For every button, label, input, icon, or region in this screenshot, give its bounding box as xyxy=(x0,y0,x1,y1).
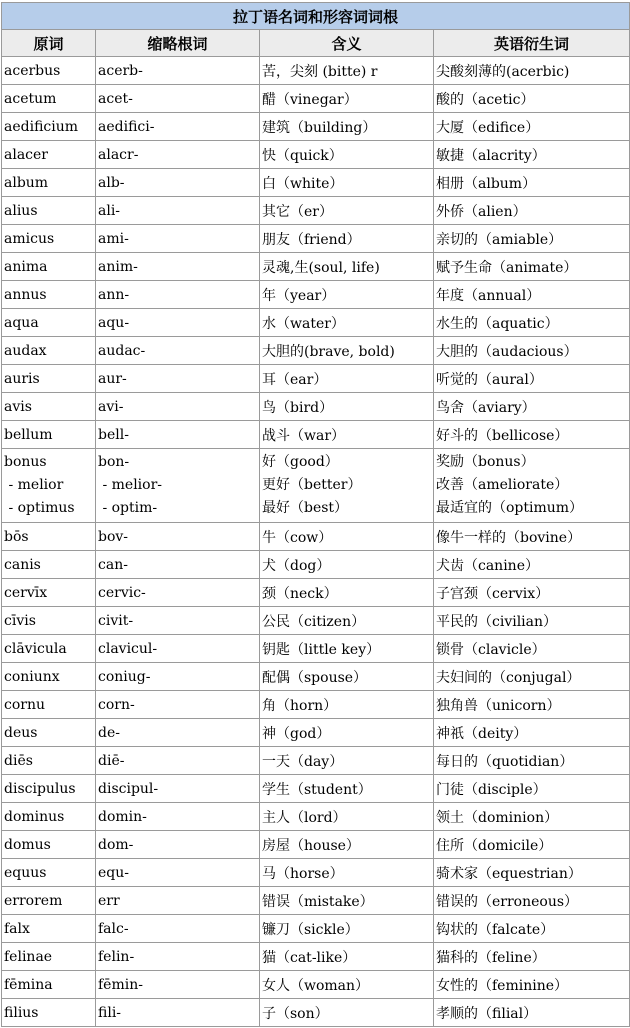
cell-root: cervic- xyxy=(96,579,260,607)
table-row xyxy=(2,803,630,831)
table-row xyxy=(2,309,630,337)
cell-original-word: filius xyxy=(2,999,96,1027)
cell-english-derivative: 骑术家（equestrian） xyxy=(434,859,630,887)
cell-english-derivative: 像牛一样的（bovine） xyxy=(434,523,630,551)
cell-original-word: dominus xyxy=(2,803,96,831)
cell-meaning: 犬（dog） xyxy=(260,551,434,579)
table-row xyxy=(2,859,630,887)
cell-meaning: 牛（cow） xyxy=(260,523,434,551)
cell-root: audac- xyxy=(96,337,260,365)
cell-original-word: cervīx xyxy=(2,579,96,607)
cell-original-word: auris xyxy=(2,365,96,393)
cell-original-word: clāvicula xyxy=(2,635,96,663)
table-row xyxy=(2,719,630,747)
cell-meaning: 房屋（house） xyxy=(260,831,434,859)
table-row xyxy=(2,197,630,225)
table-row xyxy=(2,113,630,141)
cell-meaning: 神（god） xyxy=(260,719,434,747)
latin-roots-table xyxy=(1,2,630,1027)
cell-root: bov- xyxy=(96,523,260,551)
cell-root: err xyxy=(96,887,260,915)
cell-meaning: 子（son） xyxy=(260,999,434,1027)
table-row xyxy=(2,635,630,663)
cell-root: fēmin- xyxy=(96,971,260,999)
cell-original-word: domus xyxy=(2,831,96,859)
cell-english-derivative: 子宫颈（cervix） xyxy=(434,579,630,607)
cell-meaning: 大胆的(brave, bold) xyxy=(260,337,434,365)
cell-original-word: cīvis xyxy=(2,607,96,635)
table-row xyxy=(2,831,630,859)
table-row xyxy=(2,579,630,607)
header-root: 缩略根词 xyxy=(96,30,260,57)
cell-root: domin- xyxy=(96,803,260,831)
cell-meaning: 颈（neck） xyxy=(260,579,434,607)
cell-meaning: 女人（woman） xyxy=(260,971,434,999)
cell-original-word: annus xyxy=(2,281,96,309)
table-row xyxy=(2,999,630,1027)
cell-original-word: amicus xyxy=(2,225,96,253)
cell-original-word: bonus - melior - optimus xyxy=(2,449,96,523)
cell-original-word: bellum xyxy=(2,421,96,449)
table-row xyxy=(2,887,630,915)
cell-original-word: falx xyxy=(2,915,96,943)
table-row xyxy=(2,523,630,551)
cell-root: equ- xyxy=(96,859,260,887)
header-original-word: 原词 xyxy=(2,30,96,57)
cell-original-word: coniunx xyxy=(2,663,96,691)
cell-root: acet- xyxy=(96,85,260,113)
cell-original-word: equus xyxy=(2,859,96,887)
cell-original-word: errorem xyxy=(2,887,96,915)
cell-meaning: 配偶（spouse） xyxy=(260,663,434,691)
cell-original-word: alius xyxy=(2,197,96,225)
cell-english-derivative: 门徒（disciple） xyxy=(434,775,630,803)
cell-original-word: bōs xyxy=(2,523,96,551)
cell-meaning: 角（horn） xyxy=(260,691,434,719)
cell-english-derivative: 亲切的（amiable） xyxy=(434,225,630,253)
cell-original-word: canis xyxy=(2,551,96,579)
cell-english-derivative: 住所（domicile） xyxy=(434,831,630,859)
cell-english-derivative: 大厦（edifice） xyxy=(434,113,630,141)
table-row xyxy=(2,915,630,943)
cell-original-word: fēmina xyxy=(2,971,96,999)
cell-english-derivative: 年度（annual） xyxy=(434,281,630,309)
table-row xyxy=(2,57,630,85)
cell-english-derivative: 每日的（quotidian） xyxy=(434,747,630,775)
cell-english-derivative: 外侨（alien） xyxy=(434,197,630,225)
cell-original-word: acetum xyxy=(2,85,96,113)
cell-english-derivative: 锁骨（clavicle） xyxy=(434,635,630,663)
table-row xyxy=(2,85,630,113)
cell-english-derivative: 赋予生命（animate） xyxy=(434,253,630,281)
cell-english-derivative: 神祇（deity） xyxy=(434,719,630,747)
cell-english-derivative: 大胆的（audacious） xyxy=(434,337,630,365)
cell-meaning: 苦，尖刻 (bitte) r xyxy=(260,57,434,85)
cell-root: coniug- xyxy=(96,663,260,691)
cell-english-derivative: 奖励（bonus） 改善（ameliorate） 最适宜的（optimum） xyxy=(434,449,630,523)
cell-root: de- xyxy=(96,719,260,747)
cell-root: ami- xyxy=(96,225,260,253)
cell-meaning: 镰刀（sickle） xyxy=(260,915,434,943)
cell-english-derivative: 敏捷（alacrity） xyxy=(434,141,630,169)
cell-original-word: alacer xyxy=(2,141,96,169)
cell-original-word: album xyxy=(2,169,96,197)
cell-root: corn- xyxy=(96,691,260,719)
cell-meaning: 建筑（building） xyxy=(260,113,434,141)
table-row xyxy=(2,663,630,691)
cell-root: can- xyxy=(96,551,260,579)
cell-original-word: deus xyxy=(2,719,96,747)
cell-english-derivative: 钩状的（falcate） xyxy=(434,915,630,943)
table-row xyxy=(2,971,630,999)
cell-root: anim- xyxy=(96,253,260,281)
cell-original-word: acerbus xyxy=(2,57,96,85)
cell-meaning: 其它（er） xyxy=(260,197,434,225)
cell-root: avi- xyxy=(96,393,260,421)
cell-meaning: 快（quick） xyxy=(260,141,434,169)
cell-meaning: 一天（day） xyxy=(260,747,434,775)
cell-root: clavicul- xyxy=(96,635,260,663)
table-row xyxy=(2,253,630,281)
cell-original-word: felinae xyxy=(2,943,96,971)
table-row xyxy=(2,393,630,421)
table-title: 拉丁语名词和形容词词根 xyxy=(2,3,630,30)
cell-english-derivative: 尖酸刻薄的(acerbic) xyxy=(434,57,630,85)
cell-english-derivative: 相册（album） xyxy=(434,169,630,197)
table-row xyxy=(2,943,630,971)
cell-root: aedifici- xyxy=(96,113,260,141)
cell-meaning: 水（water） xyxy=(260,309,434,337)
cell-root: alacr- xyxy=(96,141,260,169)
cell-meaning: 朋友（friend） xyxy=(260,225,434,253)
cell-meaning: 错误（mistake） xyxy=(260,887,434,915)
table-row xyxy=(2,551,630,579)
cell-root: acerb- xyxy=(96,57,260,85)
table-row xyxy=(2,775,630,803)
cell-original-word: discipulus xyxy=(2,775,96,803)
cell-root: alb- xyxy=(96,169,260,197)
cell-root: fili- xyxy=(96,999,260,1027)
cell-root: discipul- xyxy=(96,775,260,803)
cell-meaning: 战斗（war） xyxy=(260,421,434,449)
cell-root: felin- xyxy=(96,943,260,971)
cell-root: aur- xyxy=(96,365,260,393)
cell-meaning: 学生（student） xyxy=(260,775,434,803)
cell-english-derivative: 鸟舍（aviary） xyxy=(434,393,630,421)
cell-root: aqu- xyxy=(96,309,260,337)
cell-root: ann- xyxy=(96,281,260,309)
cell-original-word: aqua xyxy=(2,309,96,337)
cell-meaning: 耳（ear） xyxy=(260,365,434,393)
cell-root: ali- xyxy=(96,197,260,225)
cell-meaning: 鸟（bird） xyxy=(260,393,434,421)
cell-english-derivative: 错误的（erroneous） xyxy=(434,887,630,915)
cell-meaning: 灵魂,生(soul, life) xyxy=(260,253,434,281)
cell-meaning: 马（horse） xyxy=(260,859,434,887)
header-meaning: 含义 xyxy=(260,30,434,57)
table-row xyxy=(2,365,630,393)
table-row xyxy=(2,691,630,719)
cell-meaning: 好（good） 更好（better） 最好（best） xyxy=(260,449,434,523)
cell-original-word: aedificium xyxy=(2,113,96,141)
cell-meaning: 醋（vinegar） xyxy=(260,85,434,113)
cell-english-derivative: 猫科的（feline） xyxy=(434,943,630,971)
cell-english-derivative: 犬齿（canine） xyxy=(434,551,630,579)
cell-original-word: audax xyxy=(2,337,96,365)
table-row xyxy=(2,421,630,449)
cell-meaning: 年（year） xyxy=(260,281,434,309)
header-english-derivative: 英语衍生词 xyxy=(434,30,630,57)
cell-original-word: anima xyxy=(2,253,96,281)
cell-english-derivative: 水生的（aquatic） xyxy=(434,309,630,337)
cell-meaning: 白（white） xyxy=(260,169,434,197)
cell-english-derivative: 酸的（acetic） xyxy=(434,85,630,113)
cell-english-derivative: 孝顺的（filial） xyxy=(434,999,630,1027)
table-row xyxy=(2,141,630,169)
cell-root: dom- xyxy=(96,831,260,859)
cell-english-derivative: 女性的（feminine） xyxy=(434,971,630,999)
table-row xyxy=(2,337,630,365)
cell-english-derivative: 听觉的（aural） xyxy=(434,365,630,393)
cell-english-derivative: 夫妇间的（conjugal） xyxy=(434,663,630,691)
cell-meaning: 主人（lord） xyxy=(260,803,434,831)
table-row xyxy=(2,607,630,635)
cell-english-derivative: 平民的（civilian） xyxy=(434,607,630,635)
table-row xyxy=(2,169,630,197)
cell-english-derivative: 好斗的（bellicose） xyxy=(434,421,630,449)
cell-meaning: 钥匙（little key） xyxy=(260,635,434,663)
table-body xyxy=(2,57,630,1027)
table-row xyxy=(2,747,630,775)
table-row xyxy=(2,281,630,309)
cell-meaning: 猫（cat-like） xyxy=(260,943,434,971)
cell-original-word: diēs xyxy=(2,747,96,775)
cell-root: bell- xyxy=(96,421,260,449)
cell-english-derivative: 领土（dominion） xyxy=(434,803,630,831)
cell-meaning: 公民（citizen） xyxy=(260,607,434,635)
cell-original-word: avis xyxy=(2,393,96,421)
cell-original-word: cornu xyxy=(2,691,96,719)
table-row xyxy=(2,225,630,253)
cell-root: falc- xyxy=(96,915,260,943)
table-row xyxy=(2,449,630,523)
cell-root: civit- xyxy=(96,607,260,635)
cell-root: diē- xyxy=(96,747,260,775)
cell-root: bon- - melior- - optim- xyxy=(96,449,260,523)
cell-english-derivative: 独角兽（unicorn） xyxy=(434,691,630,719)
